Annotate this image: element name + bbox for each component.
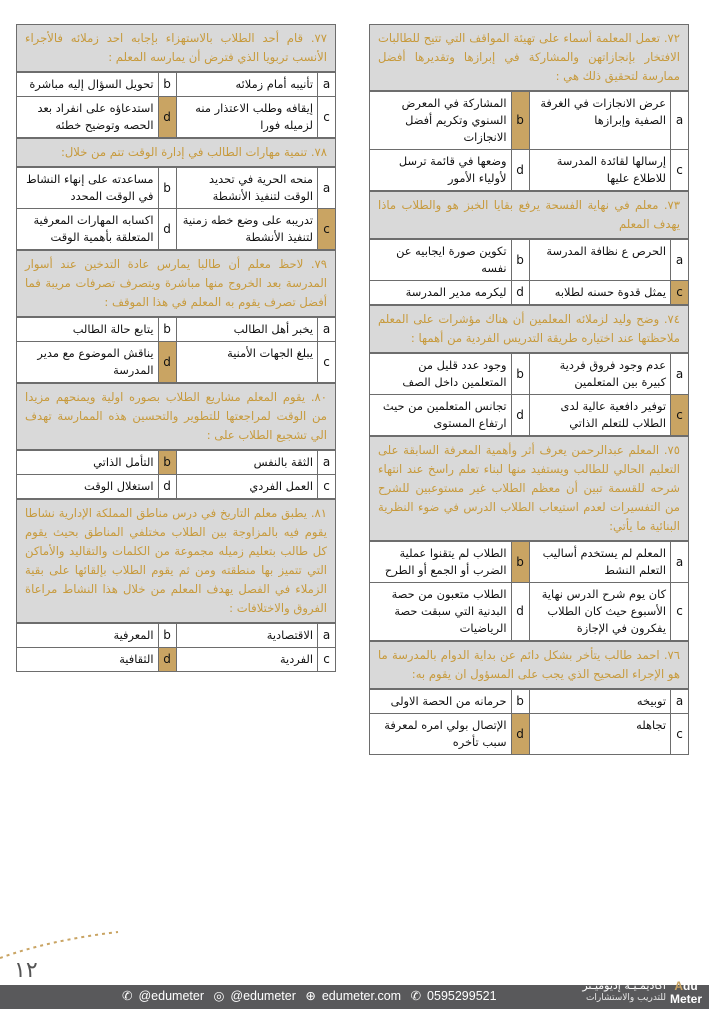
option-letter: b xyxy=(511,690,529,714)
option-letter: c xyxy=(671,150,689,191)
option-text: المعرفية xyxy=(17,624,159,648)
option-text: العمل الفردي xyxy=(176,475,318,499)
option-text: يخبر أهل الطالب xyxy=(176,318,318,342)
left-column xyxy=(16,24,336,672)
option-text: منحه الحرية في تحديد الوقت لتنفيذ الأنشطة xyxy=(176,168,318,209)
option-text: اكسابه المهارات المعرفية المتعلقة بأهمية الوقت xyxy=(17,209,159,250)
option-text: إرسالها لقائدة المدرسة للاطلاع عليها xyxy=(529,150,671,191)
page-number: ١٢ xyxy=(14,958,38,983)
option-letter-correct: c xyxy=(671,281,689,305)
option-text: استدعاؤه على انفراد بعد الحصه وتوضيح خطئه xyxy=(17,97,159,138)
option-text: ليكرمه مدير المدرسة xyxy=(370,281,512,305)
edumeter-logo-icon: Adu Meter xyxy=(669,979,702,1006)
question-75: ٧٥. المعلم عبدالرحمن يعرف أثر وأهمية المعرفة السابقة على التعليم الحالي للطالب ويستفيد منها لبناء تعلم راسخ عند انتهاء شرحه للقسمة تبين أن معظم الطلاب غير مستوعبين للشرح من التفسيرات لعدم استيعاب الطلاب الدرس في ضوء النظرية البنائية ما يأتي: xyxy=(369,436,689,541)
option-text: يناقش الموضوع مع مدير المدرسة xyxy=(17,342,159,383)
option-letter: a xyxy=(318,624,336,648)
option-text: المعلم لم يستخدم أساليب التعلم النشط xyxy=(529,542,671,583)
globe-icon: ⊕ xyxy=(305,989,316,1003)
options-72 xyxy=(369,91,689,191)
option-text: الطلاب متعبون من حصة البدنية التي سبقت حصة الرياضيات xyxy=(370,583,512,641)
option-letter: a xyxy=(318,451,336,475)
option-letter: c xyxy=(318,475,336,499)
option-letter-correct: b xyxy=(158,451,176,475)
option-letter: c xyxy=(318,97,336,138)
brand-logo xyxy=(582,976,702,1016)
option-text: توبيخه xyxy=(529,690,671,714)
option-text: تحويل السؤال إليه مباشرة xyxy=(17,73,159,97)
option-letter-correct: c xyxy=(318,209,336,250)
option-text: مساعدته على إنهاء النشاط في الوقت المحدد xyxy=(17,168,159,209)
question-81: ٨١. يطبق معلم التاريخ في درس مناطق المملكة الإدارية نشاطا يقوم فيه بالمزاوجة بين الطلاب مختلفي المناطق بحيث يقوم كل طالب بتعليم زميله مجموعة من الكلمات والتقاليد والأماكن التي تتميز بها منطقته ومن ثم يقوم الطلاب بإلقائها على بقية الزملاء في الفصل يهدف المعلم من خلال هذا النشاط مراعاة الفروق والاختلافات : xyxy=(16,499,336,623)
option-text: الثقافية xyxy=(17,648,159,672)
option-letter: a xyxy=(671,92,689,150)
option-text: الفردية xyxy=(176,648,318,672)
option-letter: d xyxy=(511,395,529,436)
option-text: يبلغ الجهات الأمنية xyxy=(176,342,318,383)
option-letter: b xyxy=(158,624,176,648)
options-81 xyxy=(16,623,336,672)
question-80: ٨٠. يقوم المعلم مشاريع الطلاب بصوره اولية ويمنحهم مزيدا من الوقت لمراجعتها للتطوير والتحسين هذه الممارسة تهدف الي تشجيع الطلاب على : xyxy=(16,383,336,450)
option-text: عرض الانجازات في الغرفة الصفية وإبرازها xyxy=(529,92,671,150)
twitter-icon: ✆ xyxy=(122,989,133,1003)
question-79: ٧٩. لاحظ معلم أن طالبا يمارس عادة التدخين عند أسوار المدرسة بعد الخروج منها مباشرة ويتصرف تصرفات مريبة فما أفضل تصرف يقوم به المعلم في هذا الموقف : xyxy=(16,250,336,317)
option-letter: b xyxy=(158,168,176,209)
instagram-icon: ◎ xyxy=(213,989,225,1003)
option-text: استغلال الوقت xyxy=(17,475,159,499)
question-76: ٧٦. احمد طالب يتأخر بشكل دائم عن بداية الدوام بالمدرسة ما هو الإجراء الصحيح الذي يجب على المسؤول ان يقوم به: xyxy=(369,641,689,689)
options-76 xyxy=(369,689,689,755)
option-text: تدريبه على وضع خطه زمنية لتنفيذ الأنشطة xyxy=(176,209,318,250)
option-text: التأمل الذاتي xyxy=(17,451,159,475)
option-text: عدم وجود فروق فردية كبيرة بين المتعلمين xyxy=(529,354,671,395)
options-79 xyxy=(16,317,336,383)
options-74 xyxy=(369,353,689,436)
options-80 xyxy=(16,450,336,499)
option-text: تجاهله xyxy=(529,714,671,755)
option-text: يتابع حالة الطالب xyxy=(17,318,159,342)
option-text: الإتصال بولي امره لمعرفة سبب تأخره xyxy=(370,714,512,755)
option-letter: c xyxy=(318,342,336,383)
option-letter: b xyxy=(158,318,176,342)
option-text: وجود عدد قليل من المتعلمين داخل الصف xyxy=(370,354,512,395)
option-text: المشاركة في المعرض السنوي وتكريم أفضل الانجازات xyxy=(370,92,512,150)
option-letter: a xyxy=(318,168,336,209)
option-letter: d xyxy=(511,583,529,641)
brand-name: أكاديمـيـة إديوميـتر xyxy=(582,979,666,992)
option-letter-correct: b xyxy=(511,542,529,583)
question-77: ٧٧. قام أحد الطلاب بالاستهزاء بإجابه احد زملائه فالأجراء الأنسب تربويا الذي فترض أن يمارسه المعلم : xyxy=(16,24,336,72)
option-letter-correct: c xyxy=(671,395,689,436)
option-letter-correct: b xyxy=(511,92,529,150)
option-text: كان يوم شرح الدرس نهاية الأسبوع حيث كان الطلاب يفكرون في الإجازة xyxy=(529,583,671,641)
options-73 xyxy=(369,239,689,305)
whatsapp-icon: ✆ xyxy=(410,989,422,1003)
options-75 xyxy=(369,541,689,641)
phone-number[interactable]: 0595299521 xyxy=(427,989,497,1003)
option-text: الحرص ع نظافة المدرسة xyxy=(529,240,671,281)
option-text: حرمانه من الحصة الاولى xyxy=(370,690,512,714)
option-text: يمثل قدوة حسنه لطلابه xyxy=(529,281,671,305)
option-letter: c xyxy=(318,648,336,672)
option-letter: a xyxy=(318,73,336,97)
option-letter-correct: d xyxy=(158,342,176,383)
option-letter: a xyxy=(671,542,689,583)
option-letter: b xyxy=(511,240,529,281)
option-letter: a xyxy=(671,354,689,395)
option-letter: a xyxy=(671,240,689,281)
question-74: ٧٤. وضح وليد لزملائه المعلمين أن هناك مؤشرات على المعلم ملاحظتها عند اختياره طريقة التدريس الفردية من أهمها : xyxy=(369,305,689,353)
website-link[interactable]: edumeter.com xyxy=(321,989,402,1003)
options-78 xyxy=(16,167,336,250)
options-77 xyxy=(16,72,336,138)
option-text: الطلاب لم يتقنوا عملية الضرب أو الجمع أو الطرح xyxy=(370,542,512,583)
option-letter: d xyxy=(511,150,529,191)
option-letter: b xyxy=(158,73,176,97)
option-letter: d xyxy=(158,209,176,250)
option-letter-correct: d xyxy=(158,648,176,672)
brand-tagline: للتدريب والاستشارات xyxy=(585,993,666,1003)
option-letter-correct: d xyxy=(511,714,529,755)
option-letter: a xyxy=(671,690,689,714)
option-letter: a xyxy=(318,318,336,342)
option-text: تكوين صورة ايجابيه عن نفسه xyxy=(370,240,512,281)
option-letter: d xyxy=(158,475,176,499)
twitter-handle[interactable]: @edumeter xyxy=(138,989,204,1003)
option-letter: b xyxy=(511,354,529,395)
right-column xyxy=(369,24,689,755)
option-letter: d xyxy=(511,281,529,305)
instagram-handle[interactable]: @edumeter xyxy=(230,989,296,1003)
footer-contacts xyxy=(122,988,503,1003)
option-letter-correct: d xyxy=(158,97,176,138)
option-letter: c xyxy=(671,583,689,641)
option-text: توفير دافعية عالية لدى الطلاب للتعلم الذاتي xyxy=(529,395,671,436)
question-72: ٧٢. تعمل المعلمة أسماء على تهيئة المواقف التي تتيح للطالبات الافتخار بإنجازاتهن والمشاركة في إبرازها وتقديرها أفضل ممارسة لتحقيق ذلك هي : xyxy=(369,24,689,91)
option-text: إيقافه وطلب الاعتذار منه لزميله فورا xyxy=(176,97,318,138)
option-text: تأنيبه أمام زملائه xyxy=(176,73,318,97)
option-text: الاقتصادية xyxy=(176,624,318,648)
option-text: وضعها في قائمة ترسل لأولياء الأمور xyxy=(370,150,512,191)
option-text: الثقة بالنفس xyxy=(176,451,318,475)
question-78: ٧٨. تنمية مهارات الطالب في إدارة الوقت تتم من خلال: xyxy=(16,138,336,167)
question-73: ٧٣. معلم في نهاية الفسحة يرفع بقايا الخبز هو والطلاب ماذا يهدف المعلم xyxy=(369,191,689,239)
option-letter: c xyxy=(671,714,689,755)
option-text: تجانس المتعلمين من حيث ارتفاع المستوى xyxy=(370,395,512,436)
